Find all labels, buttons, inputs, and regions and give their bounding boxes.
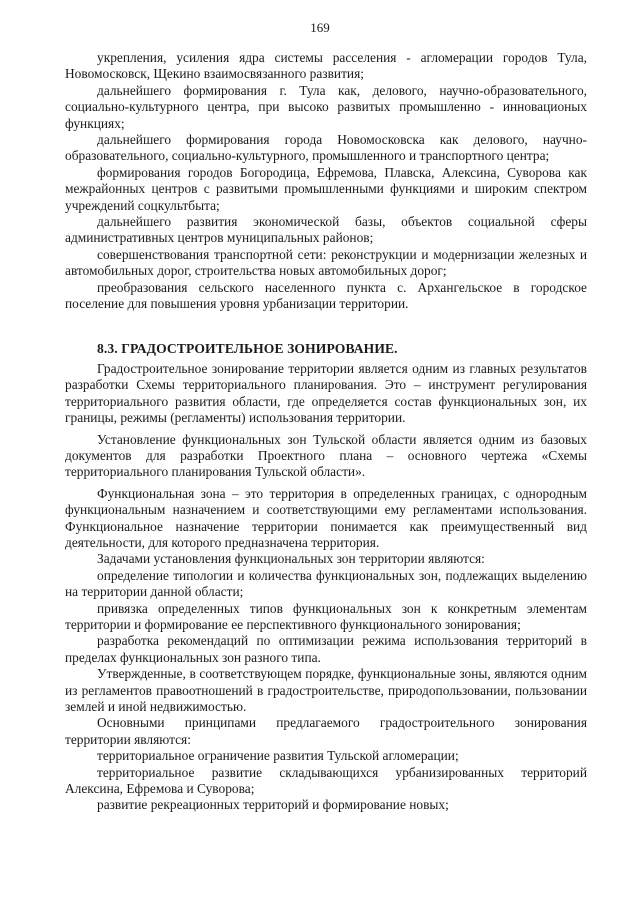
intro-paragraph-4: формирования городов Богородица, Ефремова, Плавска, Алексина, Суворова как межрайонных центров с развитыми промышленными функциями и широким спектром учреждений соцкультбыта; [65,164,587,213]
page-number: 169 [310,20,330,35]
section-paragraph-3: Функциональная зона – это территория в определенных границах, с однородным функциональным назначением и соответствующими ему регламентами использования. Функциональное назначение территории понимается как преимущественный вид деятельности, для которого предназначена территория. [65,485,587,550]
intro-paragraph-7: преобразования сельского населенного пункта с. Архангельское в городское поселение для повышения уровня урбанизации территории. [65,279,587,312]
document-body [65,50,587,814]
intro-paragraph-6: совершенствования транспортной сети: реконструкции и модернизации железных и автомобильных дорог, строительства новых автомобильных дорог; [65,246,587,279]
section-paragraph-12: развитие рекреационных территорий и формирование новых; [97,797,449,813]
section-paragraph-8: Утвержденные, в соответствующем порядке, функциональные зоны, являются одним из регламентов правоотношений в градостроительстве, природопользовании, пользовании землей и иной недвижимостью. [65,666,587,715]
section-paragraph-7: разработка рекомендаций по оптимизации режима использования территорий в пределах функциональных зон разного типа. [65,633,587,665]
section-paragraph-9: Основными принципами предлагаемого градостроительного зонирования территории являются: [65,715,587,747]
section-heading: 8.3. ГРАДОСТРОИТЕЛЬНОЕ ЗОНИРОВАНИЕ. [97,340,398,356]
intro-paragraph-5: дальнейшего развития экономической базы, объектов социальной сферы административных центров муниципальных районов; [65,214,587,246]
section-paragraph-1: Градостроительное зонирование территории является одним из главных результатов разработки Схемы территориального планирования. Это – инструмент регулирования территориального развития области, где определяется состав функциональных зон, их границы, режимы (регламенты) использования территории. [65,360,587,426]
section-paragraph-6: привязка определенных типов функциональных зон к конкретным элементам территории и формирование ее перспективного функционального зонирования; [65,600,587,632]
section-paragraph-4: Задачами установления функциональных зон территории являются: [97,551,485,567]
intro-paragraph-3: дальнейшего формирования города Новомосковска как делового, научно-образовательного, социально-культурного, промышленного и транспортного центра; [65,132,587,164]
section-paragraph-10: территориальное ограничение развития Тульской агломерации; [97,748,459,764]
intro-paragraph-2: дальнейшего формирования г. Тула как, делового, научно-образовательного, социально-культурного центра, при высоко развитых промышленно - инновационых функциях; [65,82,587,131]
section-paragraph-2: Установление функциональных зон Тульской области является одним из базовых документов для разработки Проектного плана – основного чертежа «Схемы территориального планирования Тульской области». [65,431,587,480]
section-paragraph-11: территориальное развитие складывающихся урбанизированных территорий Алексина, Ефремова и Суворова; [65,764,587,797]
intro-paragraph-1: укрепления, усиления ядра системы расселения - агломерации городов Тула, Новомосковск, Щекино взаимосвязанного развития; [65,50,587,82]
section-paragraph-5: определение типологии и количества функциональных зон, подлежащих выделению на территории данной области; [65,567,587,600]
